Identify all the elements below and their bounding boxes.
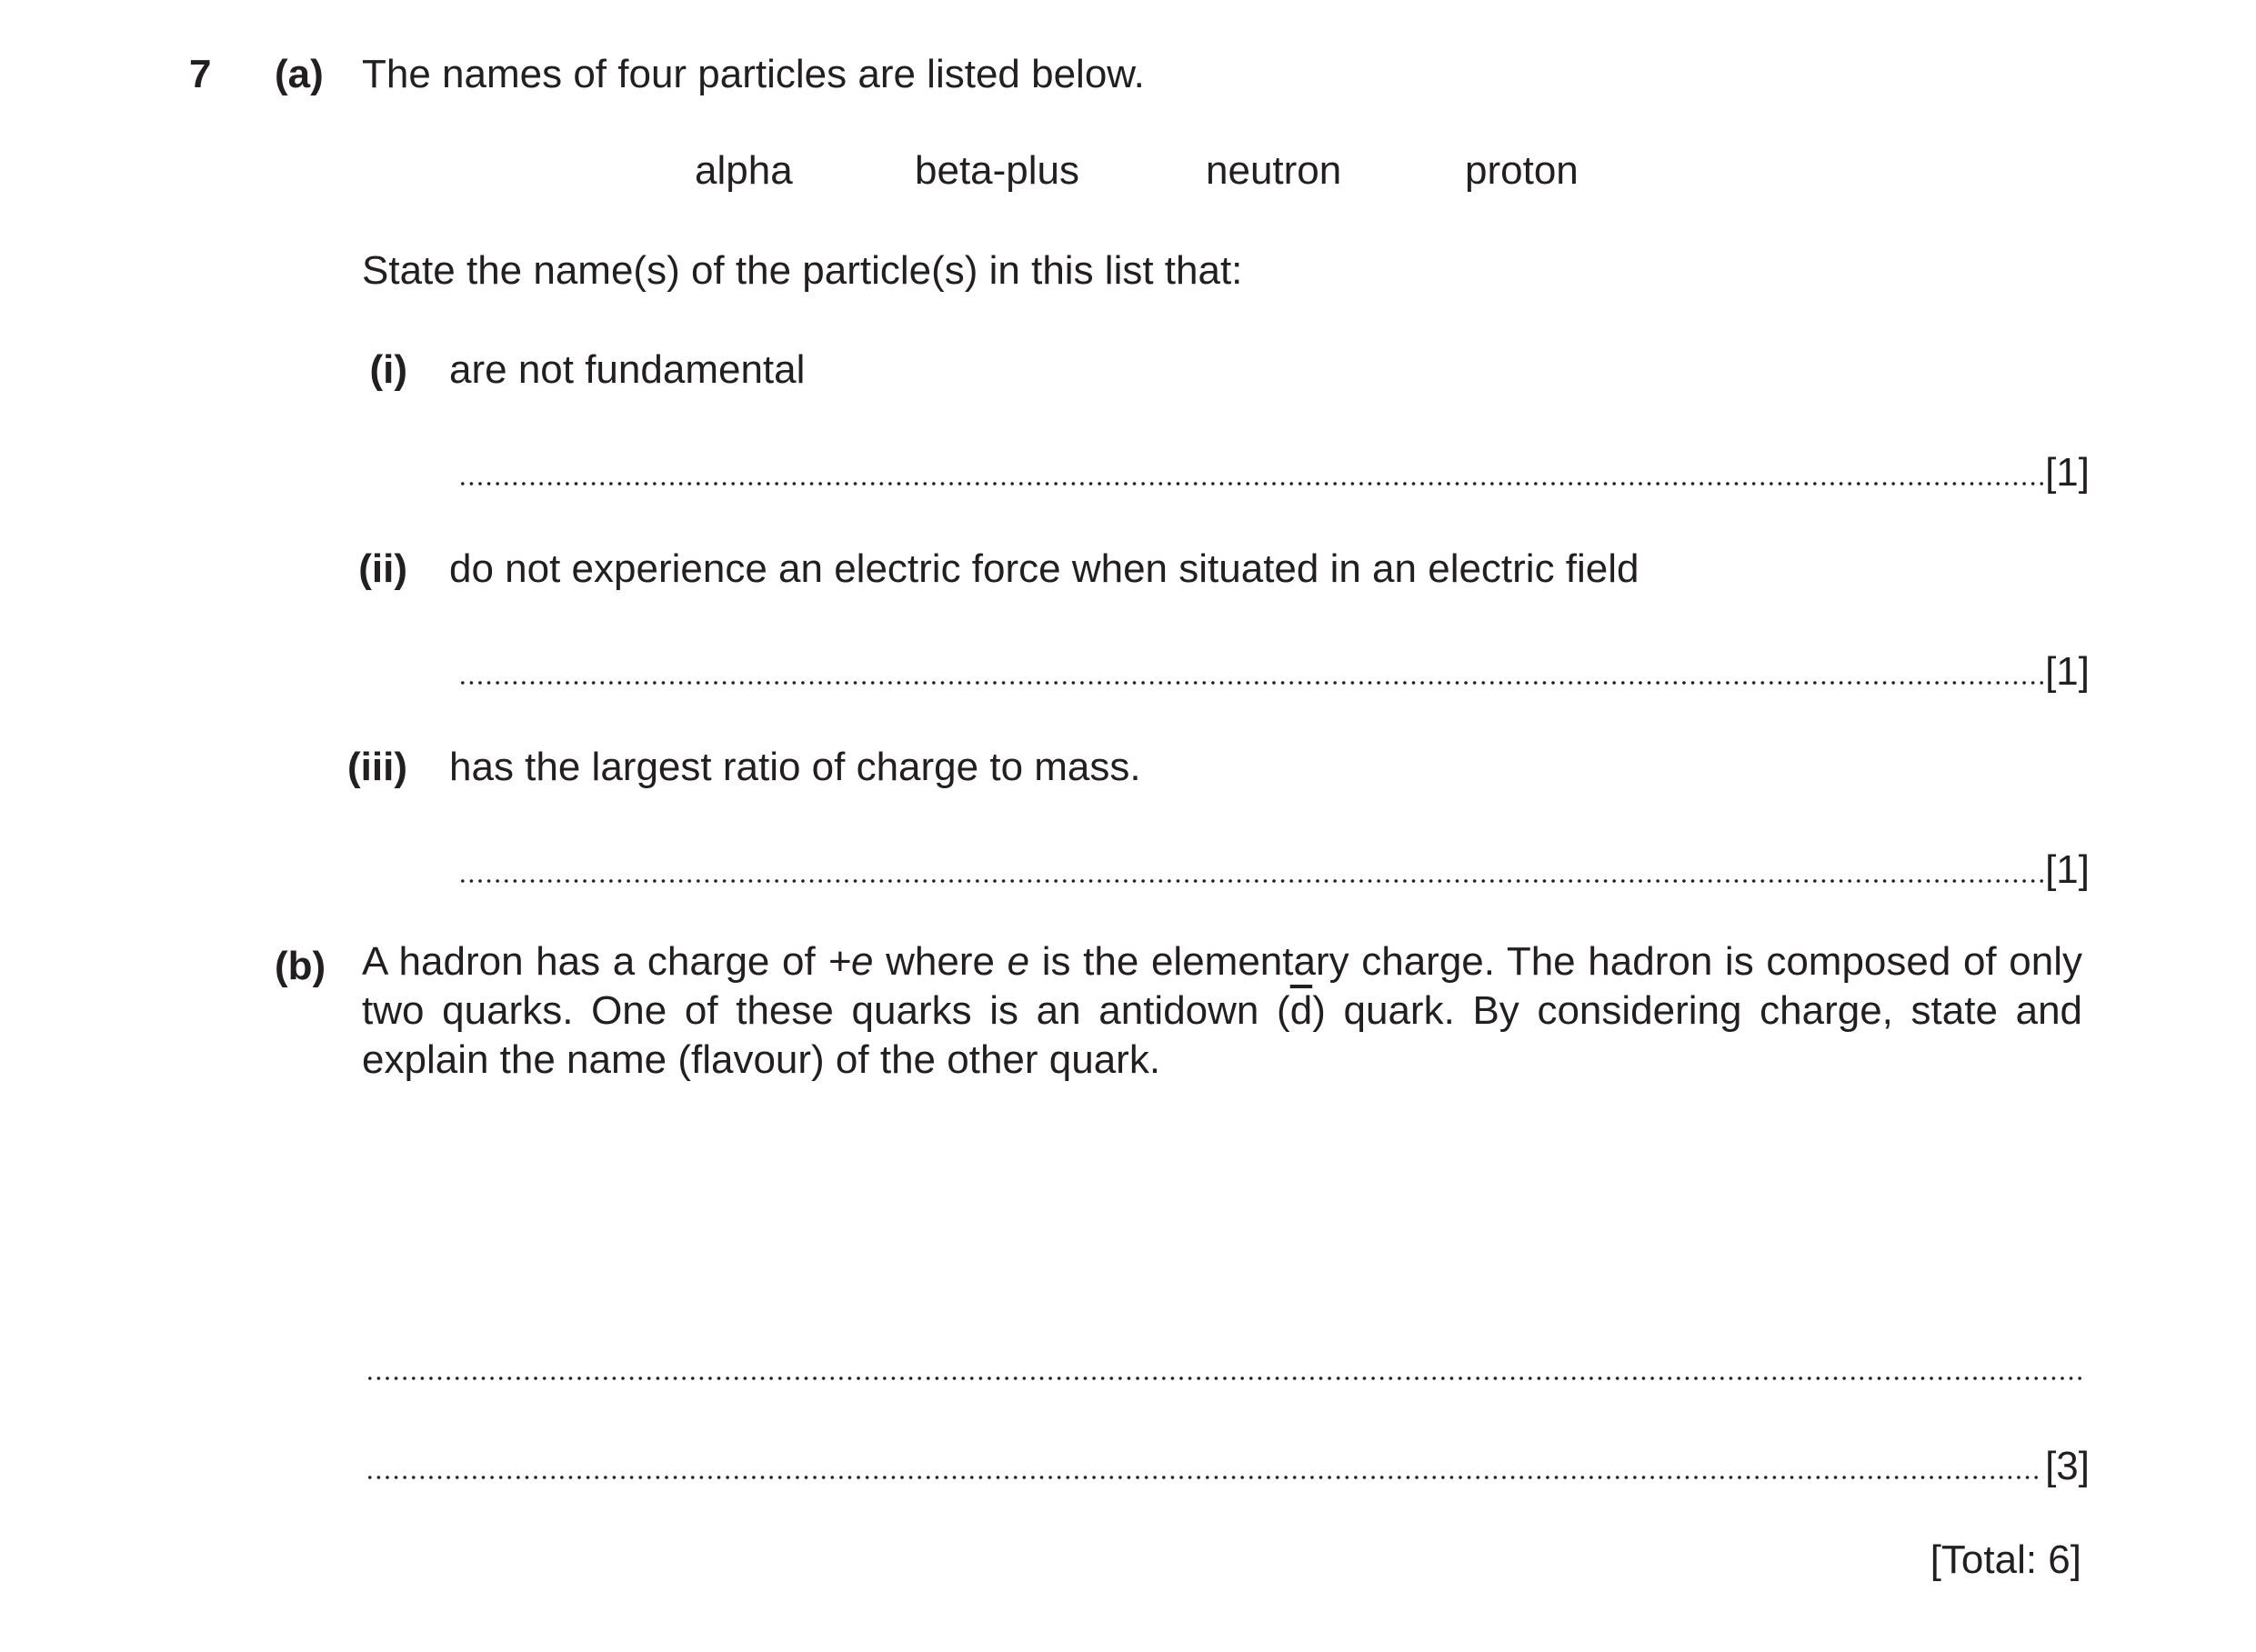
answer-dots (458, 878, 2043, 884)
part-b-text (362, 937, 2082, 1085)
answer-dots (366, 1376, 2083, 1381)
part-a-intro: The names of four particles are listed below. (362, 52, 1145, 96)
subpart-iii-marks: [1] (2045, 847, 2090, 892)
part-a-label: (a) (275, 52, 324, 96)
subpart-iii-text: has the largest ratio of charge to mass. (449, 745, 1141, 789)
subpart-ii-answer-line[interactable] (458, 645, 2090, 694)
answer-dots (458, 481, 2043, 486)
part-b-text-3: is the elementary charge. The hadron is composed of only two quarks. One of these quarks is an antidown ( (362, 939, 2083, 1033)
part-b-text-4: ) quark. By considering charge, state and explain the name (flavour) of the other quark. (362, 988, 2083, 1082)
subpart-i-marks: [1] (2045, 450, 2090, 495)
part-b-text-2: where (873, 939, 1008, 984)
subpart-iii-answer-line[interactable] (458, 843, 2090, 892)
particle-neutron: neutron (1206, 148, 1342, 193)
particle-beta-plus: beta-plus (915, 148, 1080, 193)
subpart-i-text: are not fundamental (449, 347, 806, 392)
part-b-answer-line-2[interactable] (366, 1439, 2090, 1488)
charge-symbol: +e (827, 939, 874, 984)
part-b-marks: [3] (2045, 1444, 2090, 1488)
part-a-instruction: State the name(s) of the particle(s) in this list that: (362, 248, 1243, 293)
part-b-answer-line-1[interactable] (366, 1340, 2083, 1389)
total-marks: [Total: 6] (1930, 1537, 2081, 1582)
subpart-i-label: (i) (369, 347, 407, 392)
question-number: 7 (189, 52, 212, 96)
subpart-ii-label: (ii) (358, 546, 407, 591)
answer-dots (366, 1475, 2043, 1480)
answer-dots (458, 680, 2043, 686)
subpart-ii-text: do not experience an electric force when situated in an electric field (449, 546, 1639, 591)
subpart-i-answer-line[interactable] (458, 446, 2090, 495)
elementary-charge-symbol: e (1007, 939, 1030, 984)
part-b-text-1: A hadron has a charge of (362, 939, 828, 984)
part-b-label: (b) (275, 944, 326, 988)
subpart-iii-label: (iii) (347, 745, 407, 789)
subpart-ii-marks: [1] (2045, 649, 2090, 694)
particle-proton: proton (1465, 148, 1579, 193)
particle-alpha: alpha (695, 148, 793, 193)
antidown-symbol: $\overline{d}$ (1289, 988, 1313, 1033)
